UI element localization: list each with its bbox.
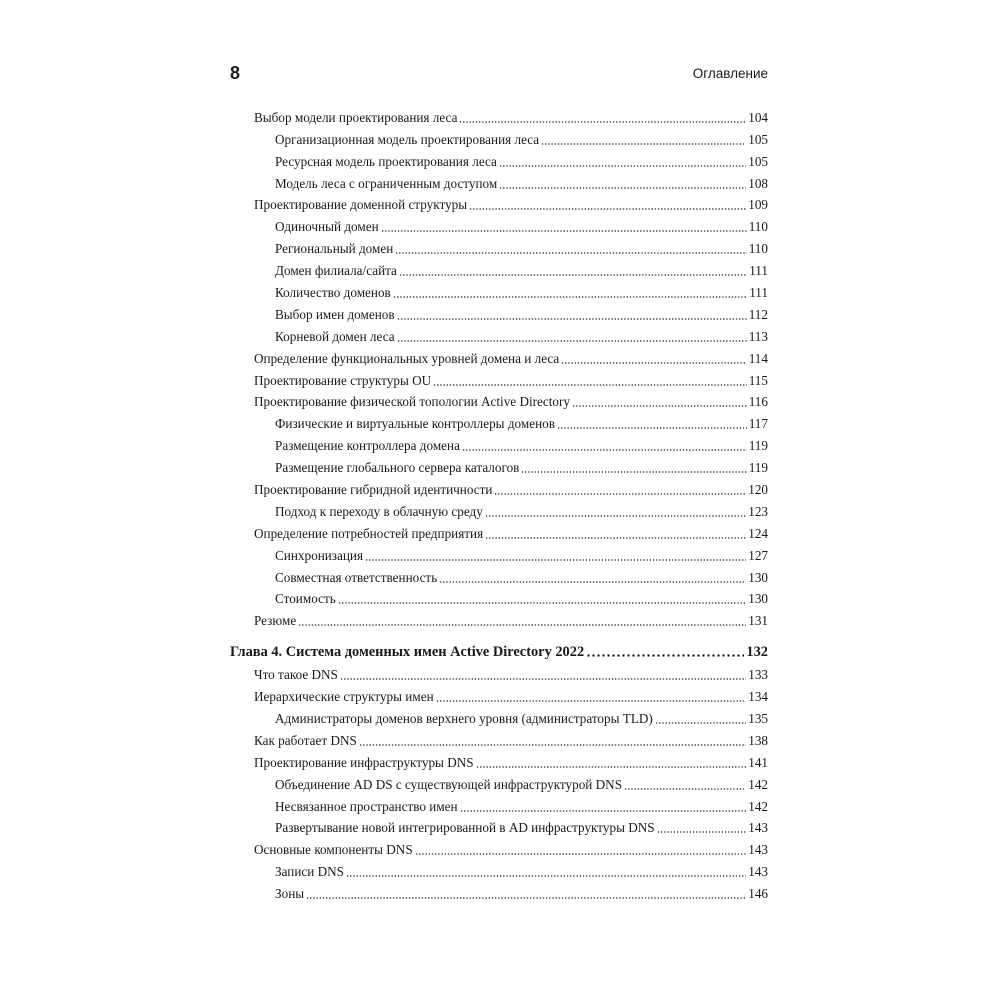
toc-entry: [230, 881, 768, 903]
toc-entry-title: Иерархические структуры имен: [254, 689, 434, 705]
toc-entry: [230, 499, 768, 521]
dot-leader: [306, 897, 746, 899]
toc-entry-title: Резюме: [254, 613, 297, 629]
toc-entry-page: 114: [748, 350, 768, 366]
toc-entry-title: Подход к переходу в облачную среду: [275, 503, 483, 519]
toc-entry: [230, 346, 768, 368]
toc-entry-page: 117: [748, 416, 768, 432]
toc-entry-page: 123: [748, 503, 768, 519]
toc-entry-page: 110: [748, 241, 768, 257]
toc-entry-page: 143: [748, 820, 768, 836]
toc-entry-page: 143: [748, 864, 768, 880]
toc-entry: [230, 608, 768, 630]
dot-leader: [521, 471, 746, 473]
toc-entry: [230, 411, 768, 433]
dot-leader: [541, 143, 746, 145]
toc-entry: [230, 706, 768, 728]
toc-entry-title: Как работает DNS: [254, 732, 357, 748]
toc-entry-title: Модель леса с ограниченным доступом: [275, 175, 498, 191]
toc-entry-page: 131: [748, 613, 768, 629]
toc-entry-title: Корневой домен леса: [275, 328, 395, 344]
toc-entry-page: 124: [748, 525, 768, 541]
dot-leader: [557, 427, 747, 429]
toc-entry-title: Проектирование структуры OU: [254, 372, 432, 388]
toc-entry-page: 142: [748, 776, 768, 792]
table-of-contents: [230, 105, 768, 903]
toc-entry-title: Зоны: [275, 886, 305, 902]
toc-entry: [230, 477, 768, 499]
dot-leader: [485, 537, 746, 539]
dot-leader: [397, 340, 747, 342]
toc-entry-page: 130: [748, 569, 768, 585]
toc-entry-title: Одиночный домен: [275, 219, 379, 235]
toc-entry-title: Синхронизация: [275, 547, 364, 563]
dot-leader: [485, 515, 746, 517]
toc-entry-page: 127: [748, 547, 768, 563]
toc-entry-page: 119: [748, 460, 768, 476]
toc-entry-page: 115: [748, 372, 768, 388]
toc-entry-title: Основные компоненты DNS: [254, 842, 413, 858]
toc-entry-title: Записи DNS: [275, 864, 344, 880]
toc-entry: [230, 390, 768, 412]
toc-entry: [230, 236, 768, 258]
toc-entry-title: Ресурсная модель проектирования леса: [275, 153, 497, 169]
toc-entry-page: 141: [748, 754, 768, 770]
toc-entry: [230, 565, 768, 587]
toc-entry: [230, 127, 768, 149]
toc-entry-title: Выбор имен доменов: [275, 306, 395, 322]
toc-entry: [230, 587, 768, 609]
toc-entry: [230, 149, 768, 171]
toc-entry: [230, 794, 768, 816]
dot-leader: [586, 654, 744, 657]
toc-entry-page: 135: [748, 710, 768, 726]
toc-entry: [230, 280, 768, 302]
toc-entry: [230, 258, 768, 280]
running-header: Оглавление: [692, 66, 768, 81]
dot-leader: [381, 230, 747, 232]
dot-leader: [346, 875, 746, 877]
toc-entry: [230, 193, 768, 215]
toc-entry-page: 142: [748, 798, 768, 814]
toc-entry-title: Региональный домен: [275, 241, 394, 257]
dot-leader: [459, 121, 746, 123]
toc-entry: [230, 105, 768, 127]
toc-entry-title: Стоимость: [275, 591, 336, 607]
toc-entry-title: Размещение контроллера домена: [275, 438, 460, 454]
page-number: 8: [230, 63, 241, 83]
dot-leader: [624, 788, 746, 790]
toc-entry-title: Совместная ответственность: [275, 569, 438, 585]
toc-entry-page: 105: [748, 153, 768, 169]
toc-entry-page: 134: [748, 689, 768, 705]
dot-leader: [340, 678, 746, 680]
dot-leader: [298, 624, 746, 626]
dot-leader: [338, 602, 746, 604]
dot-leader: [439, 581, 746, 583]
toc-entry-title: Организационная модель проектирования леса: [275, 131, 540, 147]
toc-entry: [230, 684, 768, 706]
toc-entry: [230, 324, 768, 346]
dot-leader: [476, 766, 747, 768]
dot-leader: [436, 700, 747, 702]
toc-entry-page: 119: [748, 438, 768, 454]
dot-leader: [657, 831, 747, 833]
toc-entry: [230, 859, 768, 881]
dot-leader: [499, 165, 746, 167]
toc-entry: [230, 521, 768, 543]
toc-entry-page: 111: [749, 285, 768, 301]
toc-entry-page: 143: [748, 842, 768, 858]
toc-entry-page: 111: [749, 263, 768, 279]
dot-leader: [494, 493, 746, 495]
toc-entry: [230, 816, 768, 838]
toc-entry-page: 104: [748, 109, 768, 125]
toc-entry: [230, 750, 768, 772]
toc-entry-title: Выбор модели проектирования леса: [254, 109, 458, 125]
toc-entry: [230, 455, 768, 477]
dot-leader: [359, 744, 746, 746]
toc-entry-title: Глава 4. Система доменных имен Active Directory 2022: [230, 644, 585, 661]
toc-entry: [230, 662, 768, 684]
toc-entry: [230, 302, 768, 324]
toc-entry-title: Определение функциональных уровней домена и леса: [254, 350, 560, 366]
toc-entry: [230, 728, 768, 750]
toc-entry: [230, 772, 768, 794]
dot-leader: [415, 853, 747, 855]
toc-entry: [230, 171, 768, 193]
toc-entry-title: Проектирование инфраструктуры DNS: [254, 754, 474, 770]
toc-entry: [230, 837, 768, 859]
toc-entry-page: 112: [748, 306, 768, 322]
dot-leader: [395, 252, 746, 254]
toc-entry: [230, 433, 768, 455]
dot-leader: [397, 318, 747, 320]
toc-entry: [230, 368, 768, 390]
dot-leader: [365, 559, 746, 561]
dot-leader: [433, 384, 747, 386]
dot-leader: [460, 810, 747, 812]
dot-leader: [399, 274, 747, 276]
toc-entry-title: Проектирование доменной структуры: [254, 197, 468, 213]
toc-entry-page: 130: [748, 591, 768, 607]
toc-entry-title: Администраторы доменов верхнего уровня (администраторы TLD): [275, 710, 653, 726]
dot-leader: [655, 722, 746, 724]
toc-entry-title: Проектирование физической топологии Active Directory: [254, 394, 570, 410]
toc-entry: [230, 214, 768, 236]
dot-leader: [572, 405, 747, 407]
toc-entry-title: Несвязанное пространство имен: [275, 798, 458, 814]
toc-entry-page: 146: [748, 886, 768, 902]
toc-entry-page: 116: [748, 394, 768, 410]
toc-entry-page: 132: [746, 644, 768, 661]
toc-entry-title: Количество доменов: [275, 285, 391, 301]
toc-entry-title: Проектирование гибридной идентичности: [254, 482, 493, 498]
toc-entry-title: Развертывание новой интегрированной в AD инфраструктуры DNS: [275, 820, 655, 836]
toc-entry-title: Физические и виртуальные контроллеры доменов: [275, 416, 555, 432]
dot-leader: [499, 187, 746, 189]
toc-entry-page: 113: [748, 328, 768, 344]
dot-leader: [462, 449, 747, 451]
toc-entry-title: Что такое DNS: [254, 667, 338, 683]
toc-entry-title: Размещение глобального сервера каталогов: [275, 460, 520, 476]
dot-leader: [469, 208, 746, 210]
toc-entry-page: 109: [748, 197, 768, 213]
toc-entry-page: 105: [748, 131, 768, 147]
dot-leader: [561, 362, 746, 364]
toc-chapter-heading: [230, 639, 768, 661]
dot-leader: [393, 296, 747, 298]
toc-entry-page: 138: [748, 732, 768, 748]
toc-entry-page: 110: [748, 219, 768, 235]
toc-entry: [230, 543, 768, 565]
toc-entry-title: Домен филиала/сайта: [275, 263, 397, 279]
toc-entry-title: Объединение AD DS с существующей инфраструктурой DNS: [275, 776, 623, 792]
toc-entry-page: 133: [748, 667, 768, 683]
toc-entry-page: 108: [748, 175, 768, 191]
toc-entry-page: 120: [748, 482, 768, 498]
toc-entry-title: Определение потребностей предприятия: [254, 525, 484, 541]
